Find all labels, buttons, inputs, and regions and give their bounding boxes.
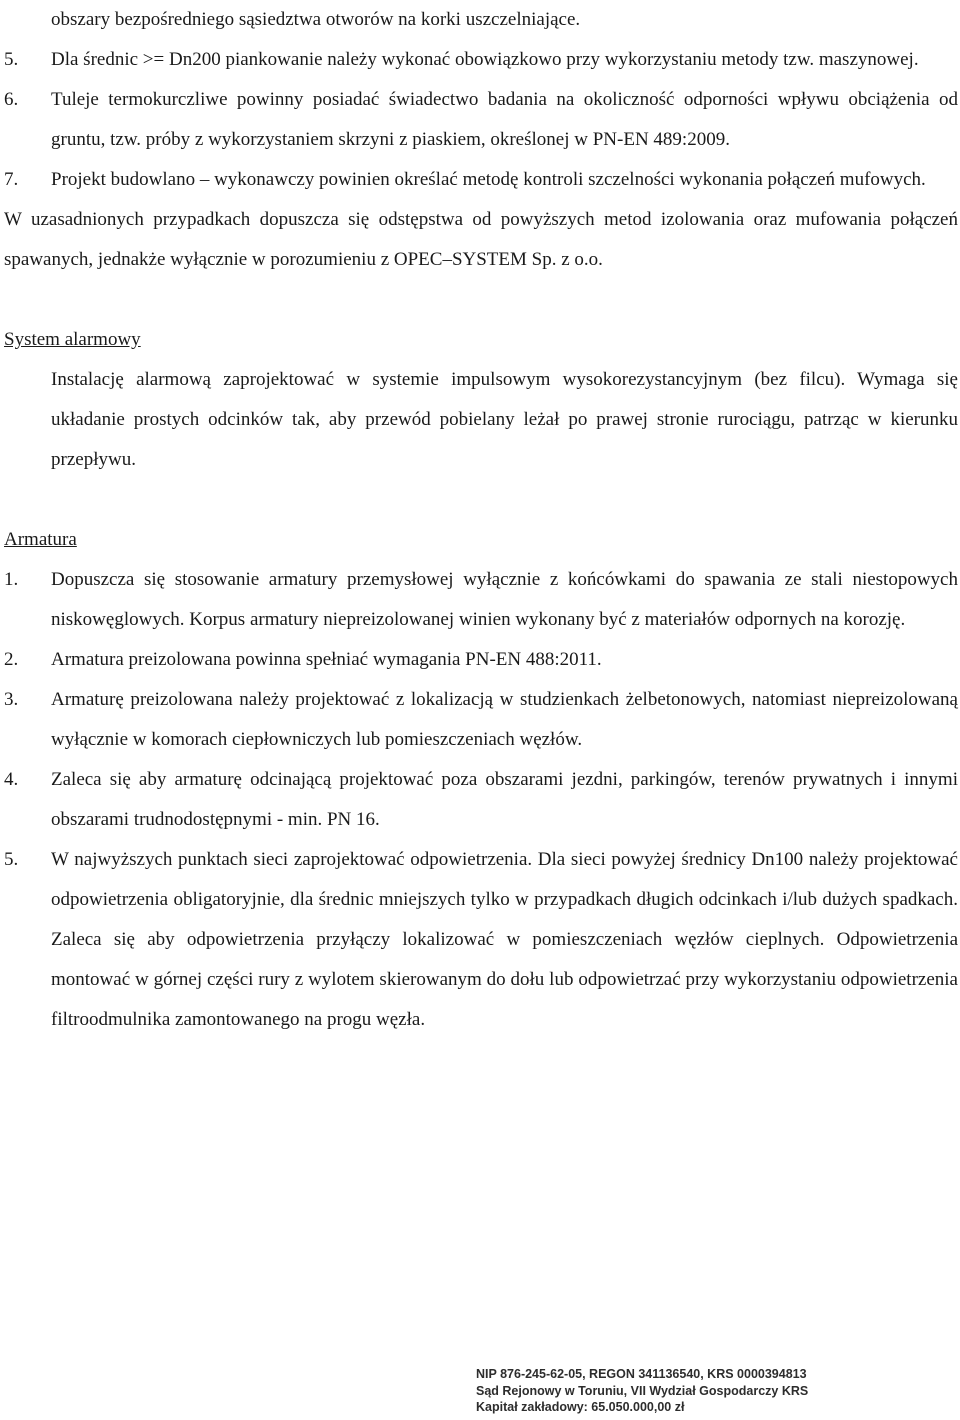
continuation-paragraph: obszary bezpośredniego sąsiedztwa otworów na korki uszczelniające. (51, 9, 581, 30)
list-number: 7. (4, 169, 19, 190)
footer-capital-line: Kapitał zakładowy: 65.050.000,00 zł (476, 1400, 685, 1414)
list-number: 4. (4, 769, 19, 790)
spacer (4, 280, 958, 320)
list-text: Armatura preizolowana powinna spełniać wymagania PN-EN 488:2011. (51, 649, 602, 670)
list-item (4, 160, 958, 200)
list-text: Armaturę preizolowana należy projektować z lokalizacją w studzienkach żelbetonowych, natomiast niepreizolowaną wyłącznie w komorach ciepłowniczych lub pomieszczeniach węzłów. (51, 689, 958, 750)
section-heading-armatura: Armatura (4, 529, 77, 550)
footer-court-line: Sąd Rejonowy w Toruniu, VII Wydział Gospodarczy KRS (476, 1383, 809, 1398)
list-item (4, 680, 958, 760)
list-text: Dla średnic >= Dn200 piankowanie należy wykonać obowiązkowo przy wykorzystaniu metody tzw. maszynowej. (51, 49, 919, 70)
spacer (4, 480, 958, 520)
section-heading-alarm: System alarmowy (4, 329, 141, 350)
list-number: 5. (4, 49, 19, 70)
company-footer (476, 1366, 946, 1416)
list-number: 3. (4, 689, 19, 710)
list-item (4, 560, 958, 640)
alarm-paragraph: Instalację alarmową zaprojektować w systemie impulsowym wysokorezystancyjnym (bez filcu). Wymaga się układanie prostych odcinków tak, aby przewód pobielany leżał po prawej stronie rurociągu, patrząc w kierunku przepływu. (51, 369, 958, 470)
list-text: Tuleje termokurczliwe powinny posiadać świadectwo badania na okoliczność odporności wpływu obciążenia od gruntu, tzw. próby z wykorzystaniem skrzyni z piaskiem, określonej w PN-EN 489:2009. (51, 89, 958, 150)
list-number: 6. (4, 89, 19, 110)
list-text: Zaleca się aby armaturę odcinającą projektować poza obszarami jezdni, parkingów, terenów prywatnych i innymi obszarami trudnodostępnymi - min. PN 16. (51, 769, 958, 830)
note-paragraph: W uzasadnionych przypadkach dopuszcza się odstępstwa od powyższych metod izolowania oraz mufowania połączeń spawanych, jednakże wyłącznie w porozumieniu z OPEC–SYSTEM Sp. z o.o. (4, 209, 958, 270)
document-body (4, 0, 958, 1040)
list-item (4, 840, 958, 1040)
list-number: 5. (4, 849, 19, 870)
list-item (4, 760, 958, 840)
list-text: W najwyższych punktach sieci zaprojektować odpowietrzenia. Dla sieci powyżej średnicy Dn100 należy projektować odpowietrzenia obligatoryjnie, dla średnic mniejszych tylko w przypadkach długich odcinkach i/lub dużych spadkach. Zaleca się aby odpowietrzenia przyłączy lokalizować w pomieszczeniach węzłów cieplnych. Odpowietrzenia montować w górnej części rury z wylotem skierowanym do dołu lub odpowietrzać przy wykorzystaniu odpowietrzenia filtroodmulnika zamontowanego na progu węzła. (51, 849, 958, 1030)
list-item (4, 40, 958, 80)
footer-registration-line: NIP 876-245-62-05, REGON 341136540, KRS 0000394813 (476, 1367, 807, 1381)
list-item (4, 640, 958, 680)
list-text: Projekt budowlano – wykonawczy powinien określać metodę kontroli szczelności wykonania połączeń mufowych. (51, 169, 926, 190)
list-text: Dopuszcza się stosowanie armatury przemysłowej wyłącznie z końcówkami do spawania ze stali niestopowych niskowęglowych. Korpus armatury niepreizolowanej winien wykonany być z materiałów odpornych na korozję. (51, 569, 958, 630)
list-number: 2. (4, 649, 19, 670)
list-item (4, 80, 958, 160)
list-number: 1. (4, 569, 19, 590)
